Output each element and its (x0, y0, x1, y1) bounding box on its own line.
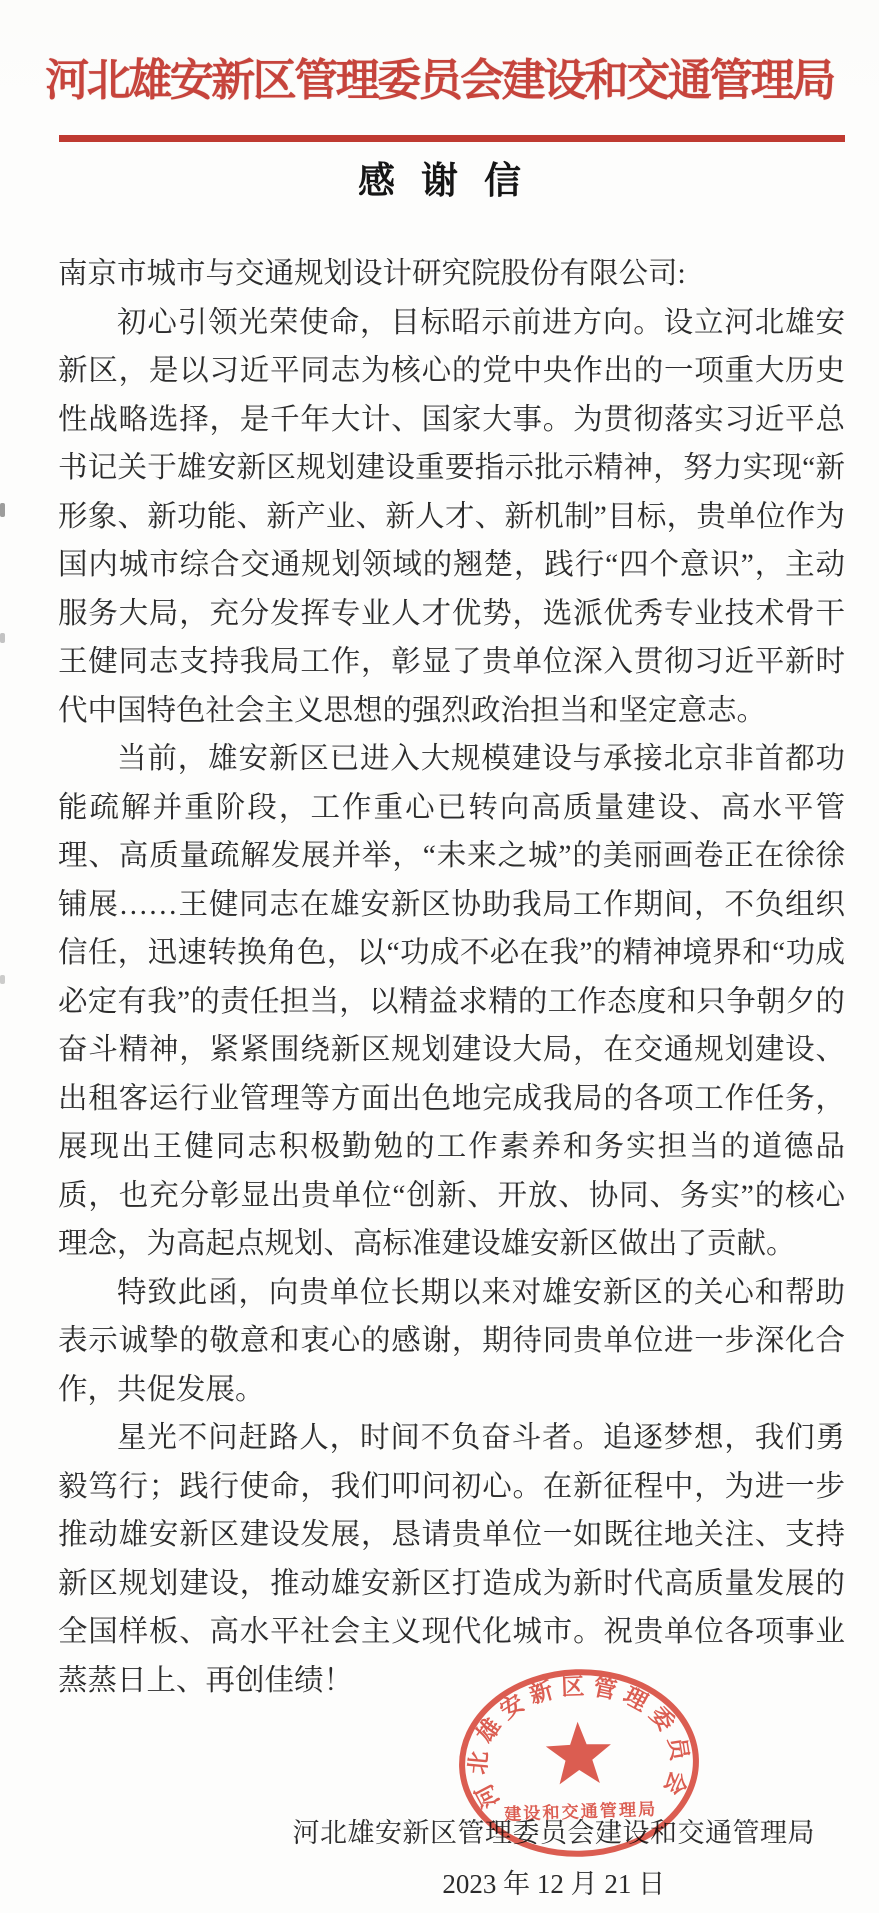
scan-artifact (0, 975, 5, 984)
letter-body (0, 250, 879, 1705)
letter-paragraph: 初心引领光荣使命，目标昭示前进方向。设立河北雄安新区，是以习近平同志为核心的党中央作出的一项重大历史性战略选择，是千年大计、国家大事。为贯彻落实习近平总书记关于雄安新区规划建设重要指示批示精神，努力实现“新形象、新功能、新产业、新人才、新机制”目标，贵单位作为国内城市综合交通规划领域的翘楚，践行“四个意识”，主动服务大局，充分发挥专业人才优势，选派优秀专业技术骨干王健同志支持我局工作，彰显了贵单位深入贯彻习近平新时代中国特色社会主义思想的强烈政治担当和坚定意志。 (58, 306, 845, 727)
addressee-line: 南京市城市与交通规划设计研究院股份有限公司: (58, 258, 686, 290)
signature-org: 河北雄安新区管理委员会建设和交通管理局 (292, 1818, 815, 1848)
letter-title: 感谢信 (358, 161, 547, 202)
letterhead-org-name: 河北雄安新区管理委员会建设和交通管理局 (45, 56, 834, 105)
seal-arc-text: 河北雄安新区管理委员会 (465, 1674, 694, 1812)
letter-footer (0, 1813, 879, 1904)
letter-paragraph: 当前，雄安新区已进入大规模建设与承接北京非首都功能疏解并重阶段，工作重心已转向高质量建设、高水平管理、高质量疏解发展并举，“未来之城”的美丽画卷正在徐徐铺展……王健同志在雄安新区协助我局工作期间，不负组织信任，迅速转换角色，以“功成不必在我”的精神境界和“功成必定有我”的责任担当，以精益求精的工作态度和只争朝夕的奋斗精神，紧紧围绕新区规划建设大局，在交通规划建设、出租客运行业管理等方面出色地完成我局的各项工作任务，展现出王健同志积极勤勉的工作素养和务实担当的道德品质，也充分彰显出贵单位“创新、开放、协同、务实”的核心理念，为高起点规划、高标准建设雄安新区做出了贡献。 (58, 743, 845, 1260)
scan-artifact (0, 633, 5, 643)
signature-date: 2023 年 12 月 21 日 (442, 1869, 666, 1899)
letter-paragraph: 特致此函，向贵单位长期以来对雄安新区的关心和帮助表示诚挚的敬意和衷心的感谢，期待同贵单位进一步深化合作，共促发展。 (58, 1276, 845, 1406)
seal-star-icon (545, 1721, 612, 1785)
letterhead-divider (59, 135, 845, 142)
letter-paragraph: 星光不问赶路人，时间不负奋斗者。追逐梦想，我们勇毅笃行；践行使命，我们叩问初心。在新征程中，为进一步推动雄安新区建设发展，恳请贵单位一如既往地关注、支持新区规划建设，推动雄安新区打造成为新时代高质量发展的全国样板、高水平社会主义现代化城市。祝贵单位各项事业蒸蒸日上、再创佳绩！ (58, 1422, 845, 1697)
official-seal (453, 1662, 706, 1864)
seal-bottom-text: 建设和交通管理局 (503, 1799, 658, 1825)
scan-artifact (0, 503, 5, 517)
